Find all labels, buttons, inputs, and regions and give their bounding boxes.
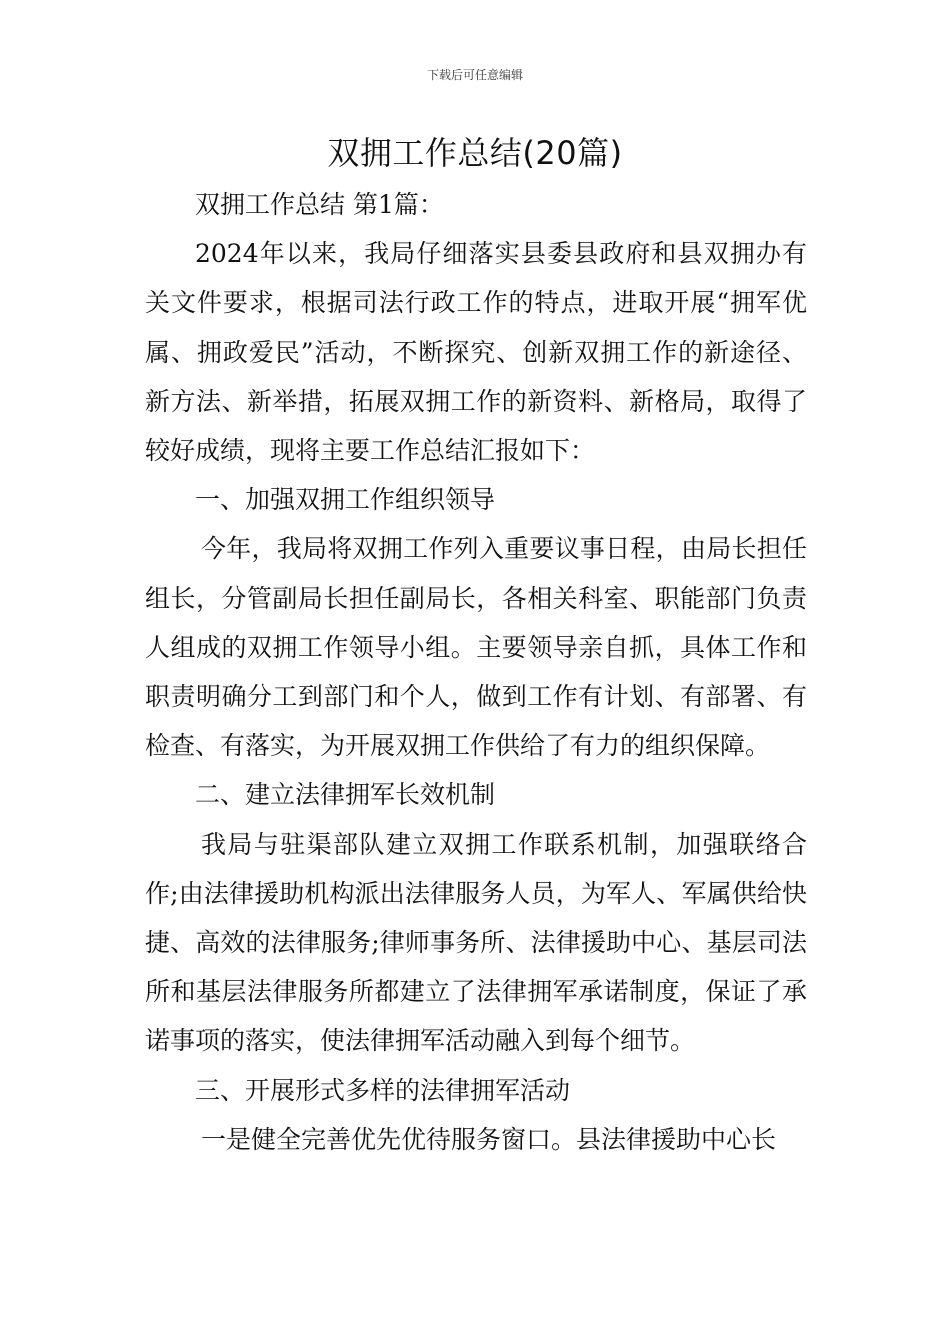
document-title: 双拥工作总结(20篇)	[327, 134, 623, 172]
section-heading-1: 一、加强双拥工作组织领导	[195, 485, 496, 515]
section-heading-2: 二、建立法律拥军长效机制	[195, 780, 496, 810]
section-subtitle: 双拥工作总结 第1篇：	[195, 190, 444, 219]
page-header-note: 下载后可任意编辑	[426, 68, 523, 82]
section-heading-3: 三、开展形式多样的法律拥军活动	[195, 1075, 571, 1105]
intro-paragraph: 2024年以来，我局仔细落实县委县政府和县双拥办有关文件要求，根据司法行政工作的特点，进取开展“拥军优属、拥政爱民”活动，不断探究、创新双拥工作的新途径、新方法、新举措，拓展双拥工作的新资料、新格局，取得了较好成绩，现将主要工作总结汇报如下：	[145, 239, 807, 466]
document-body	[145, 180, 807, 1164]
body-paragraph-1: 今年，我局将双拥工作列入重要议事日程，由局长担任组长，分管副局长担任副局长，各相关科室、职能部门负责人组成的双拥工作领导小组。主要领导亲自抓，具体工作和职责明确分工到部门和个人，做到工作有计划、有部署、有检查、有落实，为开展双拥工作供给了有力的组织保障。	[145, 534, 807, 761]
body-paragraph-2: 我局与驻渠部队建立双拥工作联系机制，加强联络合作;由法律援助机构派出法律服务人员，为军人、军属供给快捷、高效的法律服务;律师事务所、法律援助中心、基层司法所和基层法律服务所都建立了法律拥军承诺制度，保证了承诺事项的落实，使法律拥军活动融入到每个细节。	[145, 829, 807, 1056]
body-paragraph-3: 一是健全完善优先优待服务窗口。县法律援助中心长	[201, 1124, 777, 1154]
